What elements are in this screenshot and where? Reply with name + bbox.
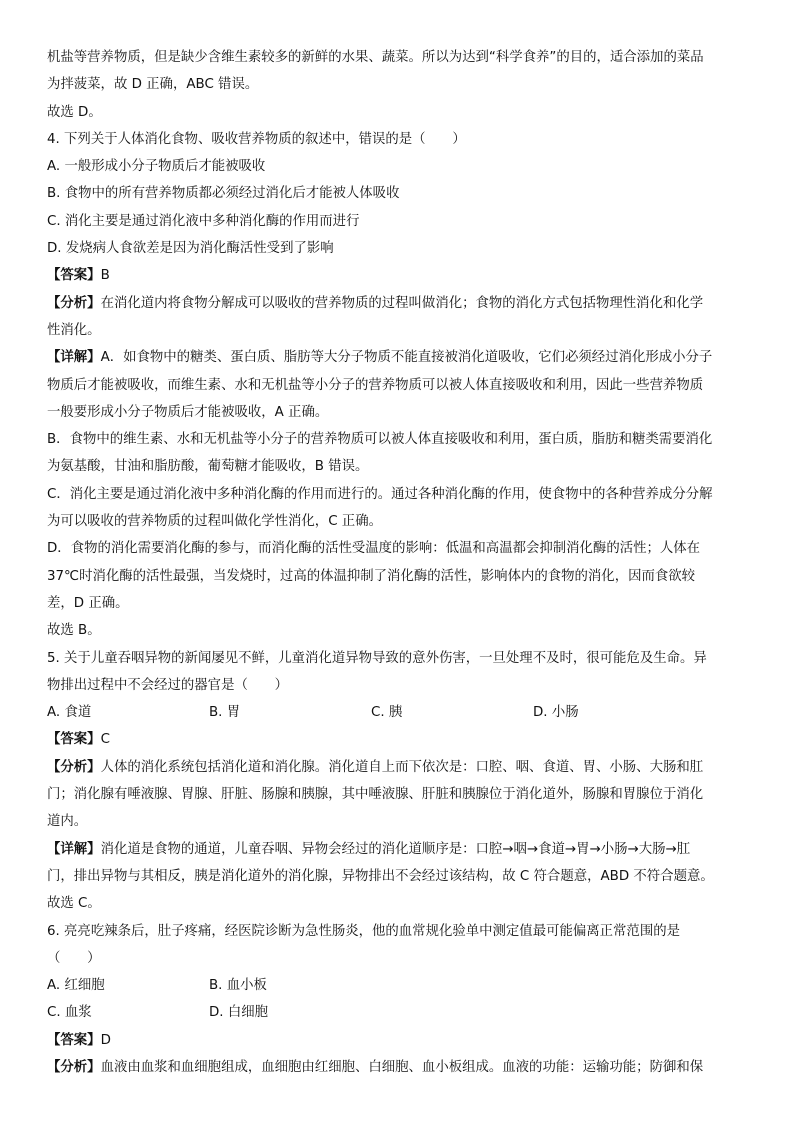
option-d: D. 小肠 [533,705,579,721]
detail-text: B．食物中的维生素、水和无机盐等小分子的营养物质可以被人体直接吸收和利用，蛋白质，脂肪和糖类需要消化 [47,432,713,448]
detail-text: 为可以吸收的营养物质的过程叫做化学性消化，C 正确。 [47,514,382,530]
option-a: A. 红细胞 [47,978,105,994]
question-stem: （ ） [47,950,101,966]
answer-label: 【答案】 [47,1032,101,1048]
options-row [47,699,747,726]
option-b: B. 血小板 [209,978,267,994]
detail-text: 37℃时消化酶的活性最强，当发烧时，过高的体温抑制了消化酶的活性，影响体内的食物的消化，因而食欲较 [47,568,696,584]
question-stem: 物排出过程中不会经过的器官是（ ） [47,677,289,693]
analysis-line [47,1054,747,1081]
analysis-line [47,754,747,781]
answer-label: 【答案】 [47,732,101,748]
option-a: A. 食道 [47,705,92,721]
question-stem: 5. 关于儿童吞咽异物的新闻屡见不鲜，儿童消化道异物导致的意外伤害，一旦处理不及时，很可能危及生命。异 [47,650,707,666]
option-a: A. 一般形成小分子物质后才能被吸收 [47,159,266,175]
text-line: 为拌菠菜，故 D 正确，ABC 错误。 [47,77,259,93]
analysis-text: 血液由血浆和血细胞组成，血细胞由红细胞、白细胞、血小板组成。血液的功能：运输功能；防御和保 [100,1059,704,1075]
conclusion: 故选 C。 [47,896,101,912]
detail-text: A．如食物中的糖类、蛋白质、脂肪等大分子物质不能直接被消化道吸收，它们必须经过消化形成小分子 [100,350,713,366]
answer-label: 【答案】 [47,268,101,284]
detail-text: 门，排出异物与其相反，胰是消化道外的消化腺，异物排出不会经过该结构，故 C 符合题意，ABD 不符合题意。 [47,868,714,884]
analysis-text: 门；消化腺有唾液腺、胃腺、肝脏、肠腺和胰腺，其中唾液腺、肝脏和胰腺位于消化道外，肠腺和胃腺位于消化 [47,787,704,803]
question-5 [47,645,747,918]
answer-value: D [100,1032,111,1048]
options-row [47,999,747,1026]
options-row [47,972,747,999]
detail-text: D．食物的消化需要消化酶的参与，而消化酶的活性受温度的影响：低温和高温都会抑制消化酶的活性；人体在 [47,541,701,557]
answer-line [47,726,747,753]
answer-line [47,262,747,289]
analysis-text: 人体的消化系统包括消化道和消化腺。消化道自上而下依次是：口腔、咽、食道、胃、小肠、大肠和肛 [100,759,704,775]
question-stem: 6. 亮亮吃辣条后，肚子疼痛，经医院诊断为急性肠炎，他的血常规化验单中测定值最可能偏离正常范围的是 [47,923,680,939]
detail-text: 为氨基酸，甘油和脂肪酸，葡萄糖才能吸收，B 错误。 [47,459,369,475]
option-d: D. 白细胞 [209,1005,268,1021]
answer-line [47,1027,747,1054]
option-c: C. 消化主要是通过消化液中多种消化酶的作用而进行 [47,213,360,229]
analysis-line [47,290,747,317]
answer-value: C [100,732,110,748]
detail-line [47,344,747,371]
detail-text: 差，D 正确。 [47,595,129,611]
detail-text: 消化道是食物的通道，儿童吞咽、异物会经过的消化道顺序是：口腔→咽→食道→胃→小肠→大肠→肛 [100,841,691,857]
detail-text: 物质后才能被吸收，而维生素、水和无机盐等小分子的营养物质可以被人体直接吸收和利用，因此一些营养物质 [47,377,704,393]
option-b: B. 胃 [209,705,241,721]
analysis-label: 【分析】 [47,295,101,311]
analysis-label: 【分析】 [47,1059,101,1075]
previous-question-tail [47,44,747,126]
option-c: C. 胰 [371,705,403,721]
analysis-text: 道内。 [47,814,88,830]
option-c: C. 血浆 [47,1005,92,1021]
analysis-label: 【分析】 [47,759,101,775]
question-6 [47,918,747,1082]
text-line: 机盐等营养物质，但是缺少含维生素较多的新鲜的水果、蔬菜。所以为达到“科学食养”的目的，适合添加的菜品 [47,50,704,65]
detail-text: C．消化主要是通过消化液中多种消化酶的作用而进行的。通过各种消化酶的作用，使食物中的各种营养成分分解 [47,486,713,502]
detail-line [47,836,747,863]
analysis-text: 在消化道内将食物分解成可以吸收的营养物质的过程叫做消化；食物的消化方式包括物理性消化和化学 [100,295,704,311]
detail-label: 【详解】 [47,350,101,366]
conclusion: 故选 B。 [47,623,101,639]
option-b: B. 食物中的所有营养物质都必须经过消化后才能被人体吸收 [47,186,400,202]
question-4 [47,126,747,645]
detail-label: 【详解】 [47,841,101,857]
answer-value: B [100,268,110,284]
text-line: 故选 D。 [47,104,102,120]
analysis-text: 性消化。 [47,322,101,338]
option-d: D. 发烧病人食欲差是因为消化酶活性受到了影响 [47,241,334,257]
detail-text: 一般要形成小分子物质后才能被吸收，A 正确。 [47,404,329,420]
question-stem: 4. 下列关于人体消化食物、吸收营养物质的叙述中，错误的是（ ） [47,131,466,147]
document-page [47,44,747,1081]
